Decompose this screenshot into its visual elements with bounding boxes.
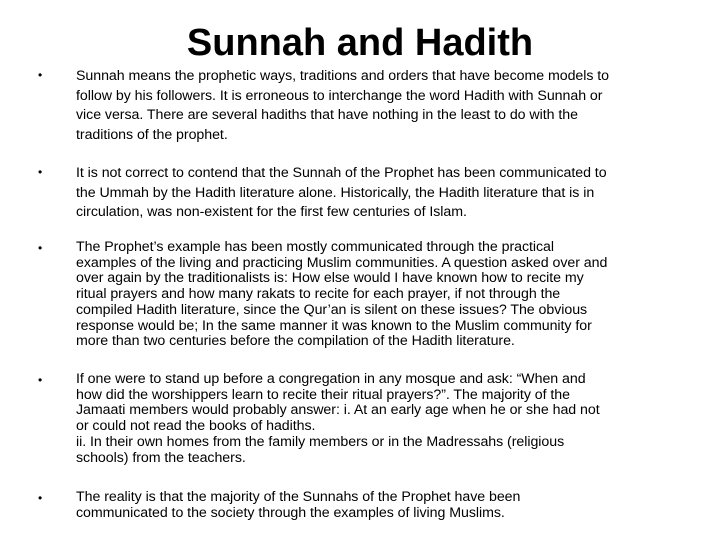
bullet-line: circulation, was non-existent for the first few centuries of Islam. bbox=[76, 204, 467, 220]
bullet-line: vice versa. There are several hadiths that have nothing in the least to do with the bbox=[76, 107, 578, 123]
bullet-dot-icon: • bbox=[38, 241, 43, 255]
bullet-dot-icon: • bbox=[38, 165, 43, 179]
bullet-text bbox=[76, 372, 710, 466]
bullet-line: ritual prayers and how many rakats to recite for each prayer, if not through the bbox=[76, 286, 561, 303]
bullet-line: follow by his followers. It is erroneous to interchange the word Hadith with Sunnah or bbox=[76, 87, 603, 104]
bullet-line: compiled Hadith literature, since the Qur’an is silent on these issues? The obvious bbox=[76, 301, 588, 318]
bullet-line: examples of the living and practicing Muslim communities. A question asked over and bbox=[76, 254, 608, 271]
bullet-line: response would be; In the same manner it was known to the Muslim community for bbox=[76, 317, 592, 334]
bullet-line: ii. In their own homes from the family members or in the Madressahs (religious bbox=[76, 433, 565, 450]
bullet-line: It is not correct to contend that the Sunnah of the Prophet has been communicated to bbox=[76, 165, 607, 181]
bullet-line: If one were to stand up before a congregation in any mosque and ask: “When and bbox=[76, 371, 586, 387]
bullet-line: more than two centuries before the compilation of the Hadith literature. bbox=[76, 333, 515, 350]
slide-title: Sunnah and Hadith bbox=[186, 22, 534, 64]
bullet-text bbox=[76, 67, 710, 145]
bullet-line: the Ummah by the Hadith literature alone. Historically, the Hadith literature that is in bbox=[76, 184, 595, 201]
bullet-dot-icon: • bbox=[38, 491, 43, 505]
bullet-line: how did the worshippers learn to recite their ritual prayers?”. The majority of the bbox=[76, 386, 570, 403]
bullet-dot-icon: • bbox=[38, 68, 43, 82]
bullet-line: over again by the traditionalists is: How else would I have known how to recite my bbox=[76, 270, 584, 287]
bullet-line: communicated to the society through the examples of living Muslims. bbox=[76, 504, 505, 521]
bullet-dot-icon: • bbox=[38, 373, 43, 387]
bullet-line: The Prophet’s example has been mostly communicated through the practical bbox=[76, 239, 554, 255]
bullet-line: or could not read the books of hadiths. bbox=[76, 418, 316, 435]
bullet-line: traditions of the prophet. bbox=[76, 126, 228, 143]
bullet-text bbox=[76, 490, 710, 521]
bullet-line: The reality is that the majority of the Sunnahs of the Prophet have been bbox=[76, 489, 521, 505]
bullet-text bbox=[76, 164, 710, 223]
bullet-text bbox=[76, 240, 710, 350]
bullet-line: schools) from the teachers. bbox=[76, 449, 246, 466]
bullet-line: Jamaati members would probably answer: i. At an early age when he or she had not bbox=[76, 402, 600, 419]
bullet-line: Sunnah means the prophetic ways, traditions and orders that have become models to bbox=[76, 68, 610, 84]
